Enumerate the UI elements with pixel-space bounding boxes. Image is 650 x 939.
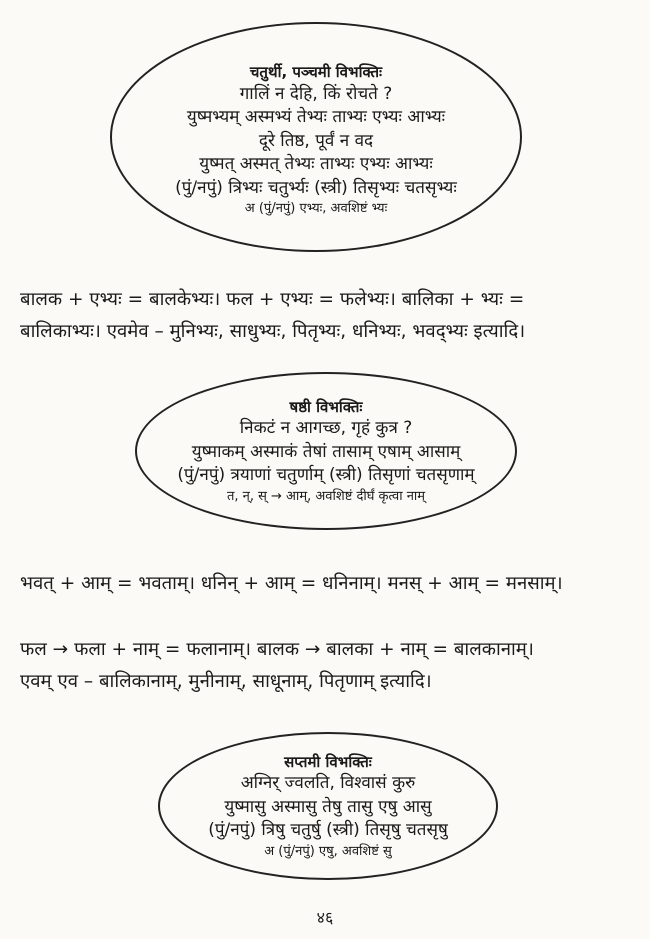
box-line: (पुं/नपुं) त्रयाणां चतुर्णाम् (स्त्री) तिसृणां चतसृणाम् (177, 465, 475, 486)
box-rule: अ (पुं/नपुं) एषु, अवशिष्टं सु (264, 843, 392, 859)
box-heading: षष्ठी विभक्तिः (289, 397, 363, 416)
page-number: ४६ (316, 908, 334, 927)
paragraph-line: बालक + एभ्यः = बालकेभ्यः। फल + एभ्यः = फलेभ्यः। बालिका + भ्यः = (20, 289, 525, 310)
genitive-examples-paragraph (20, 568, 636, 600)
box-line: दूरे तिष्ठ, पूर्वं न वद (258, 130, 374, 151)
box-heading: चतुर्थी, पञ्चमी विभक्तिः (249, 63, 383, 82)
locative-box (158, 732, 498, 880)
dative-examples-paragraph (20, 284, 636, 348)
box-line: अग्निर् ज्वलति, विश्वासं कुरु (240, 773, 416, 794)
box-rule: त, न्, स् → आम्, अवशिष्टं दीर्घं कृत्वा नाम् (226, 488, 426, 504)
box-rule: अ (पुं/नपुं) एभ्यः, अवशिष्टं भ्यः (244, 201, 388, 216)
genitive-nam-examples-paragraph (20, 634, 636, 698)
box-line: (पुं/नपुं) त्रिभ्यः चतुर्भ्यः (स्त्री) तिसृभ्यः चतसृभ्यः (175, 177, 457, 198)
box-line: युष्माकम् अस्माकं तेषां तासाम् एषाम् आसाम् (191, 441, 461, 462)
dative-ablative-box (110, 22, 522, 252)
box-line: (पुं/नपुं) त्रिषु चतुर्षु (स्त्री) तिसृषु चतसृषु (208, 820, 448, 841)
paragraph-line: भवत् + आम् = भवताम्। धनिन् + आम् = धनिनाम्। मनस् + आम् = मनसाम्। (20, 573, 563, 594)
box-line: गालिं न देहि, किं रोचते ? (239, 83, 393, 104)
paragraph-line: फल → फला + नाम् = फलानाम्। बालक → बालका + नाम् = बालकानाम्। (20, 639, 534, 660)
genitive-box (135, 372, 517, 530)
box-line: युष्मभ्यम् अस्मभ्यं तेभ्यः ताभ्यः एभ्यः आभ्यः (186, 107, 446, 128)
paragraph-line: बालिकाभ्यः। एवमेव – मुनिभ्यः, साधुभ्यः, पितृभ्यः, धनिभ्यः, भवद्भ्यः इत्यादि। (20, 320, 526, 342)
box-line: निकटं न आगच्छ, गृहं कुत्र ? (239, 418, 413, 439)
box-line: युष्मासु अस्मासु तेषु तासु एषु आसु (224, 796, 432, 817)
box-heading: सप्तमी विभक्तिः (284, 752, 372, 771)
paragraph-line: एवम् एव – बालिकानाम्, मुनीनाम्, साधूनाम्, पितृणाम् इत्यादि। (20, 670, 432, 692)
box-line: युष्मत् अस्मत् तेभ्यः ताभ्यः एभ्यः आभ्यः (199, 154, 433, 175)
